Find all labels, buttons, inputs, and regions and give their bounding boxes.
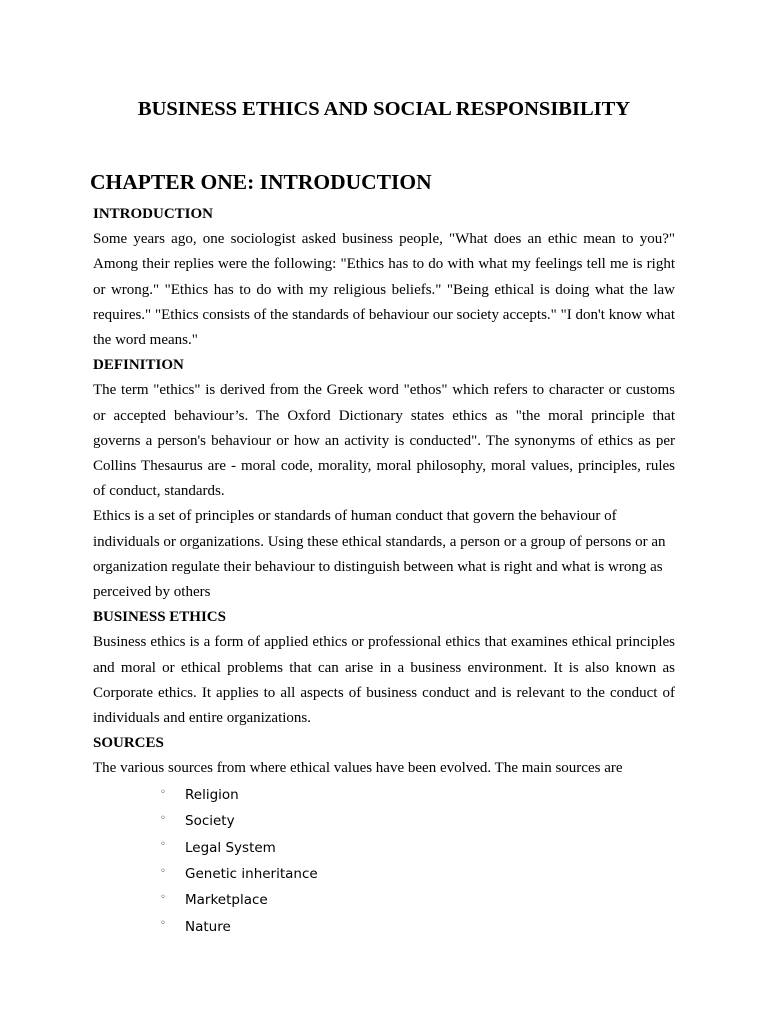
list-item-label: Religion: [185, 787, 239, 804]
list-item: [160, 913, 318, 939]
introduction-paragraph: Some years ago, one sociologist asked business people, "What does an ethic mean to you?" Among their replies were the following: "Ethics has to do with what my feelings tell me is right or wrong." "Ethics has to do with my religious beliefs." "Being ethical is doing what the law requires." "Ethics consists of the standards of behaviour our society accepts." "I don't know what the word means.": [93, 231, 675, 348]
list-item-label: Society: [185, 813, 235, 830]
list-item: [160, 782, 318, 808]
definition-paragraph-1: The term "ethics" is derived from the Greek word "ethos" which refers to character or customs or accepted behaviour’s. The Oxford Dictionary states ethics as "the moral principle that governs a person's behaviour or how an activity is conducted". The synonyms of ethics as per Collins Thesaurus are - moral code, morality, moral philosophy, moral values, principles, rules of conduct, standards.: [93, 382, 675, 500]
chapter-title: CHAPTER ONE: INTRODUCTION: [90, 170, 432, 194]
hollow-bullet-icon: ◦: [160, 839, 166, 851]
list-item-label: Nature: [185, 918, 231, 935]
list-item: [160, 808, 318, 834]
sources-intro: The various sources from where ethical values have been evolved. The main sources are: [93, 760, 623, 777]
document-title: BUSINESS ETHICS AND SOCIAL RESPONSIBILITY: [137, 98, 631, 120]
list-item: [160, 835, 318, 861]
business-ethics-paragraph: Business ethics is a form of applied ethics or professional ethics that examines ethical principles and moral or ethical problems that can arise in a business environment. It is also known as Corporate ethics. It applies to all aspects of business conduct and is relevant to the conduct of individuals and entire organizations.: [93, 634, 675, 727]
list-item-label: Genetic inheritance: [185, 866, 318, 883]
hollow-bullet-icon: ◦: [160, 891, 166, 903]
hollow-bullet-icon: ◦: [160, 786, 166, 798]
hollow-bullet-icon: ◦: [160, 812, 166, 824]
list-item-label: Legal System: [185, 839, 276, 856]
introduction-heading: INTRODUCTION: [93, 206, 214, 222]
list-item-label: Marketplace: [185, 892, 268, 909]
hollow-bullet-icon: ◦: [160, 865, 166, 877]
definition-paragraph-2: Ethics is a set of principles or standards of human conduct that govern the behaviour of individuals or organizations. Using these ethical standards, a person or a group of persons or an organization regulate their behaviour to distinguish between what is right and what is wrong as perceived by others: [93, 508, 666, 601]
document-body: [93, 202, 675, 782]
hollow-bullet-icon: ◦: [160, 918, 166, 930]
sources-heading: SOURCES: [93, 735, 164, 752]
list-item: [160, 887, 318, 913]
business-ethics-heading: BUSINESS ETHICS: [93, 609, 226, 626]
list-item: [160, 861, 318, 887]
sources-list: [160, 782, 318, 940]
definition-heading: DEFINITION: [93, 357, 184, 374]
